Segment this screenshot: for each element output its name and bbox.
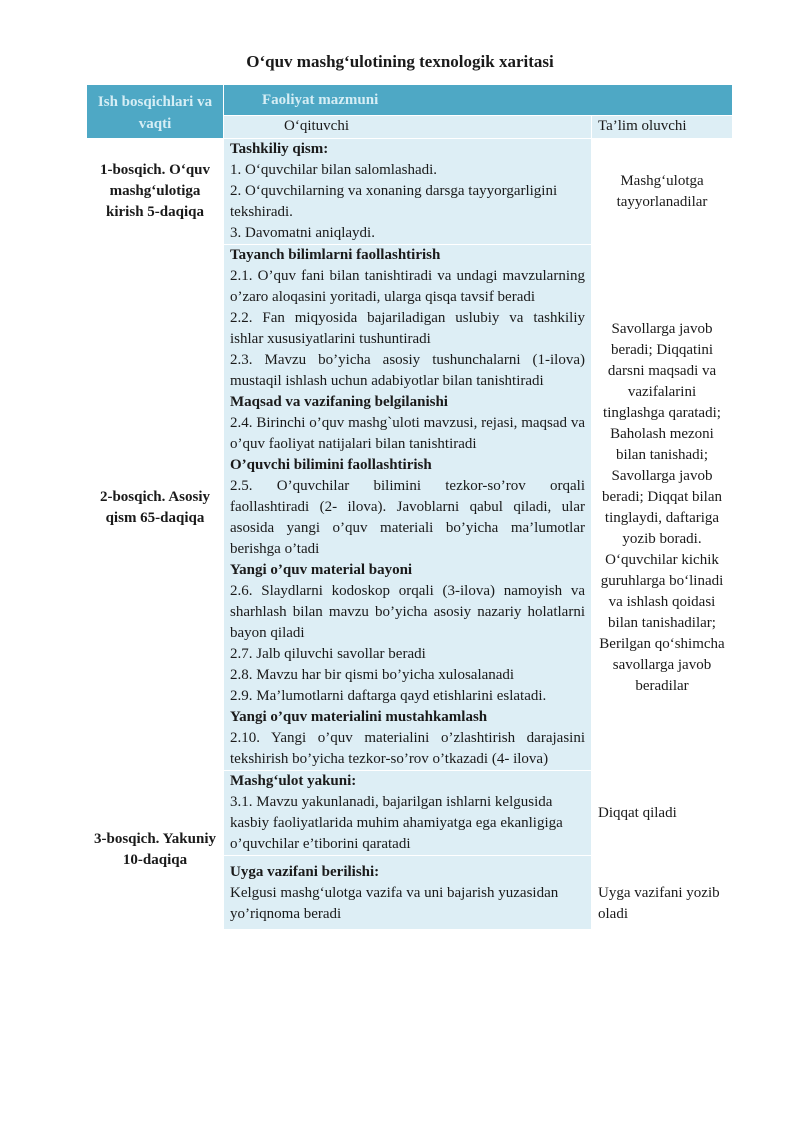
activity-line: 2.6. Slaydlarni kodoskop orqali (3-ilova) namoyish va sharhlash bilan mavzu bo’yicha asosiy nazariy holatlarni bayon qiladi <box>230 583 585 641</box>
section-heading: Tayanch bilimlarni faollashtirish <box>230 247 441 263</box>
section-heading: Maqsad va vazifaning belgilanishi <box>230 394 448 410</box>
header-teacher: O‘qituvchi <box>224 116 592 139</box>
activity-line: 3. Davomatni aniqlaydi. <box>230 225 375 241</box>
activity-line: 1. O‘quvchilar bilan salomlashadi. <box>230 162 438 178</box>
teacher-activity <box>224 139 592 245</box>
activity-line: 3.1. Mavzu yakunlanadi, bajarilgan ishlarni kelgusida kasbiy faoliyatlarida muhim ahamiyatga ega ekanligiga o’quvchilar e’tiborini qaratadi <box>230 794 563 852</box>
stage-label: 3-bosqich. Yakuniy 10-daqiqa <box>87 771 224 930</box>
section-heading: Yangi o’quv materialini mustahkamlash <box>230 709 488 725</box>
activity-line: 2.5. O’quvchilar bilimini tezkor-so’rov orqali faollashtiradi (2- ilova). Javoblarni qabul qiladi, ular asosida yangi o’quv materiali bo’yicha ma’lumotlar berishga o’tadi <box>230 478 585 557</box>
header-learner: Ta’lim oluvchi <box>592 116 733 139</box>
teacher-activity <box>224 771 592 856</box>
page-title: O‘quv mashg‘ulotining texnologik xaritasi <box>246 52 554 71</box>
teacher-activity <box>224 245 592 771</box>
technology-map-table <box>86 84 733 930</box>
activity-line: 2.4. Birinchi o’quv mashg`uloti mavzusi, rejasi, maqsad va o’quv faoliyat natijalari bilan tanishtiradi <box>230 415 585 452</box>
learner-activity: Diqqat qiladi <box>592 771 733 856</box>
header-stage: Ish bosqichlari va vaqti <box>87 85 224 139</box>
activity-line: 2.2. Fan miqyosida bajariladigan uslubiy va tashkiliy ishlar xususiyatlarini tushuntiradi <box>230 310 585 347</box>
learner-activity: Uyga vazifani yozib oladi <box>592 856 733 930</box>
learner-activity: Mashg‘ulotga tayyorlanadilar <box>592 139 733 245</box>
activity-line: 2.9. Ma’lumotlarni daftarga qayd etishlarini eslatadi. <box>230 688 547 704</box>
section-heading: Yangi o’quv material bayoni <box>230 562 413 578</box>
activity-line: 2.3. Mavzu bo’yicha asosiy tushunchalarni (1-ilova) mustaqil ishlash uchun adabiyotlar bilan tanishtiradi <box>230 352 585 389</box>
activity-line: 2.10. Yangi o’quv materialini o’zlashtirish darajasini tekshirish bo’yicha tezkor-so’rov o’tkazadi (4- ilova) <box>230 730 585 767</box>
stage-row-2 <box>87 245 733 771</box>
activity-line: 2. O‘quvchilarning va xonaning darsga tayyorgarligini tekshiradi. <box>230 183 558 220</box>
stage-row-3a <box>87 771 733 856</box>
section-heading: Tashkiliy qism: <box>230 141 329 157</box>
header-content: Faoliyat mazmuni <box>224 85 733 116</box>
stage-label: 2-bosqich. Asosiy qism 65-daqiqa <box>87 245 224 771</box>
activity-line: 2.8. Mavzu har bir qismi bo’yicha xulosalanadi <box>230 667 515 683</box>
section-heading: Uyga vazifani berilishi: <box>230 864 380 880</box>
activity-line: 2.7. Jalb qiluvchi savollar beradi <box>230 646 426 662</box>
teacher-activity <box>224 856 592 930</box>
section-heading: Mashg‘ulot yakuni: <box>230 773 357 789</box>
activity-line: 2.1. O’quv fani bilan tanishtiradi va undagi mavzularning o’zaro aloqasini yoritadi, ularga qisqa tavsif beradi <box>230 268 585 305</box>
learner-activity: Savollarga javob beradi; Diqqatini darsni maqsadi va vazifalarini tinglashga qaratadi; Baholash mezoni bilan tanishadi; Savollarga javob beradi; Diqqat bilan tinglaydi, daftariga yozib boradi. O‘quvchilar kichik guruhlarga bo‘linadi va ishlash qoidasi bilan tanishadilar; Berilgan qo‘shimcha savollarga javob beradilar <box>592 245 733 771</box>
activity-line: Kelgusi mashg‘ulotga vazifa va uni bajarish yuzasidan yo’riqnoma beradi <box>230 885 559 922</box>
section-heading: O’quvchi bilimini faollashtirish <box>230 457 432 473</box>
stage-label: 1-bosqich. O‘quv mashg‘ulotiga kirish 5-daqiqa <box>87 139 224 245</box>
stage-row-1 <box>87 139 733 245</box>
